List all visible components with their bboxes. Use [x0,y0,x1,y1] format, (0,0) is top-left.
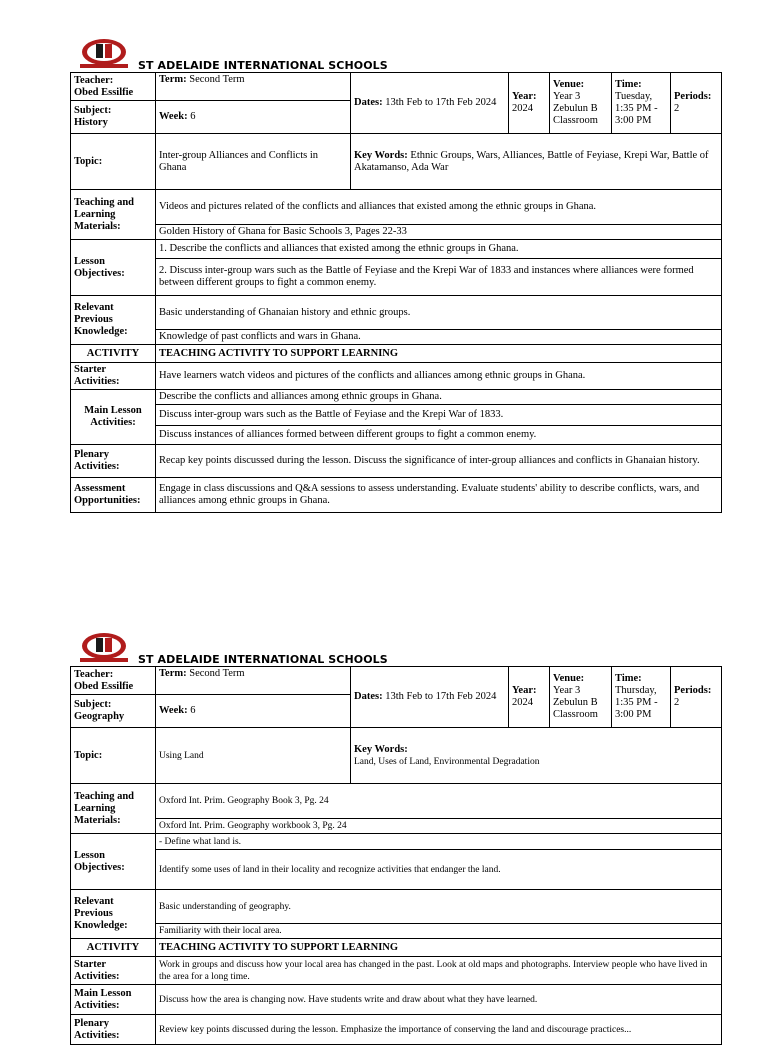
lesson-plan-table [70,666,722,1045]
time-cell: Time: Tuesday, 1:35 PM - 3:00 PM [612,73,671,134]
plenary-text: Recap key points discussed during the lesson. Discuss the significance of inter-group alliances and conflicts in Ghanaian history. [156,445,722,478]
keywords-cell: Key Words: Land, Uses of Land, Environmental Degradation [351,728,722,784]
periods-cell: Periods: 2 [671,667,722,728]
school-name: ST ADELAIDE INTERNATIONAL SCHOOLS [138,653,388,666]
main-item: Discuss how the area is changing now. Have students write and draw about what they have learned. [156,985,722,1015]
main-label: Main Lesson Activities: [71,390,156,445]
objective-item: - Define what land is. [156,834,722,850]
dates-cell: Dates: 13th Feb to 17th Feb 2024 [351,73,509,134]
venue-cell: Venue: Year 3 Zebulun B Classroom [550,667,612,728]
main-label: Main Lesson Activities: [71,985,156,1015]
assessment-text: Engage in class discussions and Q&A sessions to assess understanding. Evaluate students' ability to describe conflicts, wars, and alliances among ethnic groups in Ghana. [156,478,722,513]
materials-label: Teaching and Learning Materials: [71,784,156,834]
knowledge-label: Relevant Previous Knowledge: [71,890,156,939]
dates-cell: Dates: 13th Feb to 17th Feb 2024 [351,667,509,728]
subject-cell: Subject: Geography [71,695,156,728]
knowledge-item: Basic understanding of geography. [156,890,722,924]
topic-value: Using Land [156,728,351,784]
main-item: Discuss instances of alliances formed between different groups to fight a common enemy. [156,426,722,445]
lesson-plan-history [70,36,721,513]
objective-item: 1. Describe the conflicts and alliances that existed among the ethnic groups in Ghana. [156,240,722,259]
subject-cell: Subject: History [71,101,156,134]
keywords-cell: Key Words: Ethnic Groups, Wars, Alliances, Battle of Feyiase, Krepi War, Battle of Akatamanso, Ada War [351,134,722,190]
topic-label: Topic: [71,134,156,190]
materials-item: Golden History of Ghana for Basic Schools 3, Pages 22-33 [156,225,722,240]
knowledge-item: Knowledge of past conflicts and wars in Ghana. [156,330,722,345]
time-cell: Time: Thursday, 1:35 PM - 3:00 PM [612,667,671,728]
school-header [70,36,721,72]
activity-heading: TEACHING ACTIVITY TO SUPPORT LEARNING [156,345,722,363]
topic-label: Topic: [71,728,156,784]
year-cell: Year: 2024 [509,667,550,728]
activity-label: ACTIVITY [71,345,156,363]
objectives-label: Lesson Objectives: [71,240,156,296]
activity-heading: TEACHING ACTIVITY TO SUPPORT LEARNING [156,939,722,957]
periods-cell: Periods: 2 [671,73,722,134]
starter-label: Starter Activities: [71,363,156,390]
school-crest-logo [78,630,130,664]
starter-text: Work in groups and discuss how your local area has changed in the past. Look at old maps and photographs. Interview people who have lived in the area for a long time. [156,957,722,985]
school-crest-logo [78,36,130,70]
main-item: Discuss inter-group wars such as the Battle of Feyiase and the Krepi War of 1833. [156,405,722,426]
objective-item: 2. Discuss inter-group wars such as the Battle of Feyiase and the Krepi War of 1833 and instances where alliances were formed between different groups to fight a common enemy. [156,259,722,296]
lesson-plan-geography [70,630,721,1045]
materials-label: Teaching and Learning Materials: [71,190,156,240]
term-cell: Term: Second Term [156,667,351,695]
materials-item: Oxford Int. Prim. Geography Book 3, Pg. 24 [156,784,722,819]
main-item: Describe the conflicts and alliances among ethnic groups in Ghana. [156,390,722,405]
term-cell: Term: Second Term [156,73,351,101]
school-header [70,630,721,666]
knowledge-label: Relevant Previous Knowledge: [71,296,156,345]
assessment-label: Assessment Opportunities: [71,478,156,513]
school-name: ST ADELAIDE INTERNATIONAL SCHOOLS [138,59,388,72]
objectives-label: Lesson Objectives: [71,834,156,890]
venue-cell: Venue: Year 3 Zebulun B Classroom [550,73,612,134]
lesson-plan-table [70,72,722,513]
topic-value: Inter-group Alliances and Conflicts in Ghana [156,134,351,190]
knowledge-item: Familiarity with their local area. [156,924,722,939]
week-cell: Week: 6 [156,695,351,728]
objective-item: Identify some uses of land in their locality and recognize activities that endanger the land. [156,850,722,890]
plenary-label: Plenary Activities: [71,445,156,478]
materials-item: Videos and pictures related of the conflicts and alliances that existed among the ethnic groups in Ghana. [156,190,722,225]
plenary-label: Plenary Activities: [71,1015,156,1045]
starter-text: Have learners watch videos and pictures of the conflicts and alliances among ethnic groups in Ghana. [156,363,722,390]
week-cell: Week: 6 [156,101,351,134]
teacher-cell: Teacher: Obed Essilfie [71,73,156,101]
plenary-text: Review key points discussed during the lesson. Emphasize the importance of conserving the land and discourage practices... [156,1015,722,1045]
starter-label: Starter Activities: [71,957,156,985]
teacher-cell: Teacher: Obed Essilfie [71,667,156,695]
materials-item: Oxford Int. Prim. Geography workbook 3, Pg. 24 [156,819,722,834]
activity-label: ACTIVITY [71,939,156,957]
knowledge-item: Basic understanding of Ghanaian history and ethnic groups. [156,296,722,330]
year-cell: Year: 2024 [509,73,550,134]
